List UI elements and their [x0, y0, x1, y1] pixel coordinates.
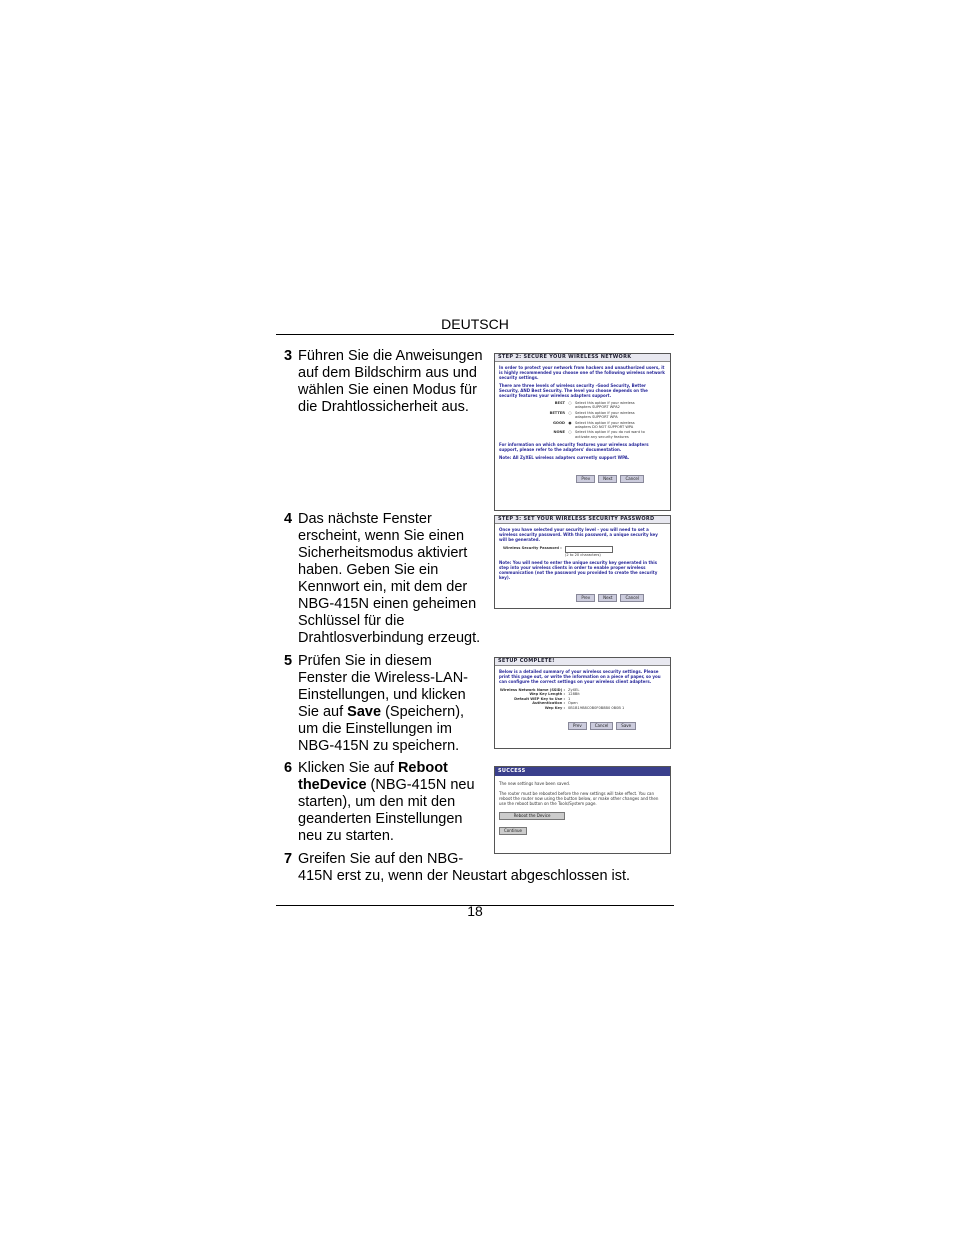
save-button[interactable]: Save: [616, 722, 636, 730]
radio-icon[interactable]: ○: [568, 410, 572, 415]
cancel-button[interactable]: Cancel: [590, 722, 614, 730]
page-number: 18: [467, 903, 483, 919]
option-label: BEST: [554, 401, 565, 405]
screenshot-title: SUCCESS: [495, 767, 670, 776]
security-option-none[interactable]: [525, 430, 670, 439]
continue-button[interactable]: Continue: [499, 827, 527, 835]
step-text: [298, 653, 484, 755]
cancel-button[interactable]: Cancel: [620, 594, 644, 602]
step-text-part: (NBG-415N neu starten), um den mit den geanderten Einstellungen neu zu starten.: [298, 777, 475, 844]
option-desc: Select this option if you do not want to activate any security features: [575, 430, 645, 439]
security-option-best[interactable]: [525, 401, 670, 410]
option-label: NONE: [553, 430, 565, 435]
screenshot-paragraph: For information on which security features your wireless adapters support, please refer to the adapters' documentation.: [499, 442, 649, 453]
screenshot-security-password: [494, 515, 671, 609]
next-button[interactable]: Next: [598, 594, 617, 602]
screenshot-title: SETUP COMPLETE!: [495, 658, 670, 666]
summary-value: 1: [568, 696, 571, 701]
password-input[interactable]: [565, 546, 613, 553]
step-number: 3: [284, 348, 293, 364]
step-6: [284, 760, 484, 845]
screenshot-paragraph: Once you have selected your security level - you will need to set a wireless security password. With this password, a unique security key will be generated.: [499, 527, 658, 542]
step-text: [298, 760, 484, 845]
password-hint: (2 to 20 characters): [565, 553, 601, 557]
step-7: [284, 851, 664, 885]
page-header: DEUTSCH: [441, 316, 509, 332]
step-text-bold: Reboot theDevice: [298, 760, 448, 793]
step-5: [284, 653, 484, 755]
security-option-good[interactable]: [525, 421, 670, 430]
screenshot-paragraph: Note: You will need to enter the unique security key generated in this step into your wireless clients in order to enable proper wireless communication (not the password you provided to create the security key).: [499, 560, 658, 581]
security-option-better[interactable]: [525, 411, 670, 420]
screenshot-paragraph: There are three levels of wireless security -Good Security, Better Security, AND Best Security. The level you choose depends on the security features your wireless adapters support.: [499, 383, 648, 398]
summary-key: Wep Key Length :: [529, 692, 565, 697]
summary-key: Default WEP Key to Use :: [514, 696, 565, 701]
step-text-part: Klicken Sie auf: [298, 760, 398, 776]
screenshot-title: STEP 2: SECURE YOUR WIRELESS NETWORK: [495, 354, 670, 362]
prev-button[interactable]: Prev: [568, 722, 587, 730]
screenshot-setup-complete: [494, 657, 671, 749]
step-text-part: (Speichern), um die Einstellungen im NBG-415N zu speichern.: [298, 704, 465, 754]
step-3: [284, 348, 484, 416]
button-row: [495, 465, 644, 484]
screenshot-paragraph: Note: All ZyXEL wireless adapters currently support WPA.: [499, 455, 630, 461]
screenshot-title: STEP 3: SET YOUR WIRELESS SECURITY PASSWORD: [495, 516, 670, 524]
summary-key: Authentication :: [532, 701, 565, 706]
step-text: Führen Sie die Anweisungen auf dem Bildschirm aus und wählen Sie einen Modus für die Drahtlossicherheit aus.: [298, 348, 483, 415]
next-button[interactable]: Next: [598, 475, 617, 483]
summary-table: [495, 688, 670, 710]
radio-icon[interactable]: ○: [568, 430, 572, 435]
step-text-line1: Greifen Sie auf den NBG-: [298, 851, 464, 867]
screenshot-paragraph: Below is a detailed summary of your wireless security settings. Please print this page out, or write the information on a piece of paper, so you can configure the correct settings on your wireless client adapters.: [499, 669, 661, 684]
step-number: 6: [284, 760, 293, 776]
step-text-part: Prüfen Sie in diesem Fenster die Wireless-LAN-Einstellungen, und klicken Sie auf: [298, 653, 469, 720]
button-row: [495, 584, 644, 603]
summary-value: ZyXEL: [568, 688, 580, 692]
radio-icon[interactable]: ○: [568, 401, 572, 405]
screenshot-paragraph: The router must be rebooted before the new settings will take effect. You can reboot the router now using the button below, or make other changes and then use the reboot button on the Tools/System page.: [499, 791, 659, 806]
prev-button[interactable]: Prev: [576, 475, 595, 483]
reboot-device-button[interactable]: Reboot the Device: [499, 812, 565, 820]
summary-value: Open: [568, 701, 578, 706]
step-number: 5: [284, 653, 293, 669]
security-options: [525, 401, 670, 439]
button-row: [565, 712, 670, 731]
summary-value: 0B1B19B8C0B0F0B8B0 0B0B 1: [568, 705, 625, 710]
option-desc: Select this option if your wireless adapters SUPPORT WPA: [575, 410, 635, 420]
screenshot-paragraph: In order to protect your network from hackers and unauthorized users, it is highly recommended you choose one of the following wireless network security settings.: [499, 365, 665, 380]
radio-selected-icon[interactable]: ●: [568, 420, 572, 425]
step-text-line2: 415N erst zu, wenn der Neustart abgeschlossen ist.: [298, 868, 631, 884]
summary-value: 128Bit: [568, 692, 580, 697]
option-desc: Select this option if your wireless adapters DO NOT SUPPORT WPA: [575, 420, 635, 430]
prev-button[interactable]: Prev: [576, 594, 595, 602]
summary-key: Wireless Network Name (SSID) :: [499, 688, 565, 692]
step-text: Das nächste Fenster erscheint, wenn Sie einen Sicherheitsmodus aktiviert haben. Geben Sie ein Kennwort ein, mit dem der NBG-415N einen geheimen Schlüssel für die Drahtlosverbindung erzeugt.: [298, 511, 481, 646]
option-label: BETTER: [549, 410, 565, 415]
step-number: 4: [284, 511, 293, 527]
cancel-button[interactable]: Cancel: [620, 475, 644, 483]
summary-key: Wep Key :: [544, 705, 565, 710]
password-label: Wireless Security Password :: [503, 546, 562, 550]
summary-row: [495, 706, 670, 710]
step-4: [284, 511, 484, 647]
screenshot-paragraph: The new settings have been saved.: [499, 781, 570, 786]
option-label: GOOD: [552, 420, 565, 425]
screenshot-secure-network: [494, 353, 671, 511]
header-rule: [276, 334, 674, 335]
screenshot-success: [494, 766, 671, 854]
step-text-bold: Save: [347, 704, 382, 720]
step-number: 7: [284, 851, 293, 867]
option-desc: Select this option if your wireless adapters SUPPORT WPA2: [575, 401, 635, 410]
password-row: [503, 546, 670, 557]
